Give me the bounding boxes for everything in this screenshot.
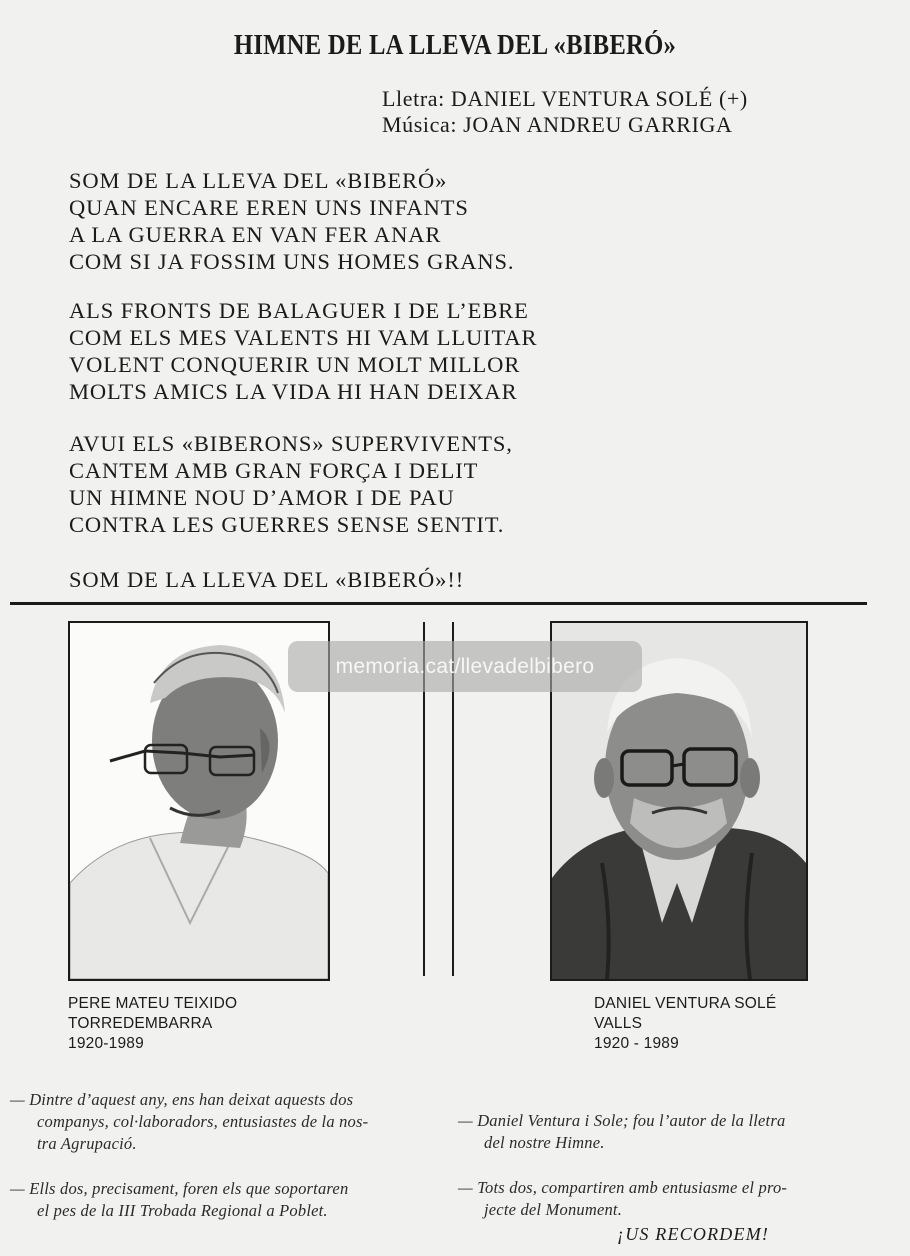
note-left-2	[10, 1178, 348, 1222]
lyric-line: VOLENT CONQUERIR UN MOLT MILLOR	[69, 352, 521, 377]
note-line: el pes de la III Trobada Regional a Poblet.	[37, 1201, 328, 1220]
note-right-2	[458, 1177, 787, 1221]
portrait-caption-right	[594, 994, 776, 1054]
note-right-1	[458, 1110, 785, 1154]
person-place: TORREDEMBARRA	[68, 1015, 213, 1032]
person-name: PERE MATEU TEIXIDO	[68, 995, 238, 1012]
note-line: del nostre Himne.	[484, 1133, 605, 1152]
note-line: tra Agrupació.	[37, 1134, 137, 1153]
page-title: HIMNE DE LA LLEVA DEL «BIBERÓ»	[233, 30, 677, 61]
note-line: — Daniel Ventura i Sole; fou l’autor de la lletra	[458, 1111, 786, 1130]
person-years: 1920-1989	[68, 1035, 144, 1052]
note-line: — Tots dos, compartiren amb entusiasme el pro-	[458, 1178, 788, 1197]
lyric-line: COM ELS MES VALENTS HI VAM LLUITAR	[69, 325, 538, 350]
note-line: companys, col·laboradors, entusiastes de la nos-	[37, 1112, 369, 1131]
music-credit: Música: JOAN ANDREU GARRIGA	[382, 112, 733, 137]
lyric-line: QUAN ENCARE EREN UNS INFANTS	[69, 195, 469, 220]
lyric-line: CONTRA LES GUERRES SENSE SENTIT.	[69, 512, 505, 537]
lyrics-credit: Lletra: DANIEL VENTURA SOLÉ (+)	[382, 86, 748, 111]
stanza-1	[69, 167, 514, 275]
lyric-line: UN HIMNE NOU D’AMOR I DE PAU	[69, 485, 455, 510]
note-line: — Ells dos, precisament, foren els que soportaren	[10, 1179, 349, 1198]
person-place: VALLS	[594, 1015, 643, 1032]
note-line: — Dintre d’aquest any, ens han deixat aquests dos	[10, 1090, 354, 1109]
lyric-line: SOM DE LA LLEVA DEL «BIBERÓ»	[69, 168, 448, 193]
lyric-line: A LA GUERRA EN VAN FER ANAR	[69, 222, 442, 247]
lyric-line: MOLTS AMICS LA VIDA HI HAN DEIXAR	[69, 379, 518, 404]
lyric-line: CANTEM AMB GRAN FORÇA I DELIT	[69, 458, 479, 483]
portrait-caption-left	[68, 994, 237, 1054]
note-line: jecte del Monument.	[484, 1200, 623, 1219]
lyric-line: COM SI JA FOSSIM UNS HOMES GRANS.	[69, 249, 515, 274]
section-divider	[10, 602, 867, 605]
person-name: DANIEL VENTURA SOLÉ	[594, 995, 777, 1012]
watermark-url: memoria.cat/llevadelbibero	[288, 641, 642, 692]
stanza-2	[69, 297, 537, 405]
closing-line: ¡US RECORDEM!	[617, 1224, 770, 1244]
stanza-3	[69, 430, 513, 538]
person-years: 1920 - 1989	[594, 1035, 679, 1052]
lyric-line: AVUI ELS «BIBERONS» SUPERVIVENTS,	[69, 431, 513, 456]
note-left-1	[10, 1089, 368, 1155]
refrain-line: SOM DE LA LLEVA DEL «BIBERÓ»!!	[69, 567, 465, 592]
lyric-line: ALS FRONTS DE BALAGUER I DE L’EBRE	[69, 298, 529, 323]
